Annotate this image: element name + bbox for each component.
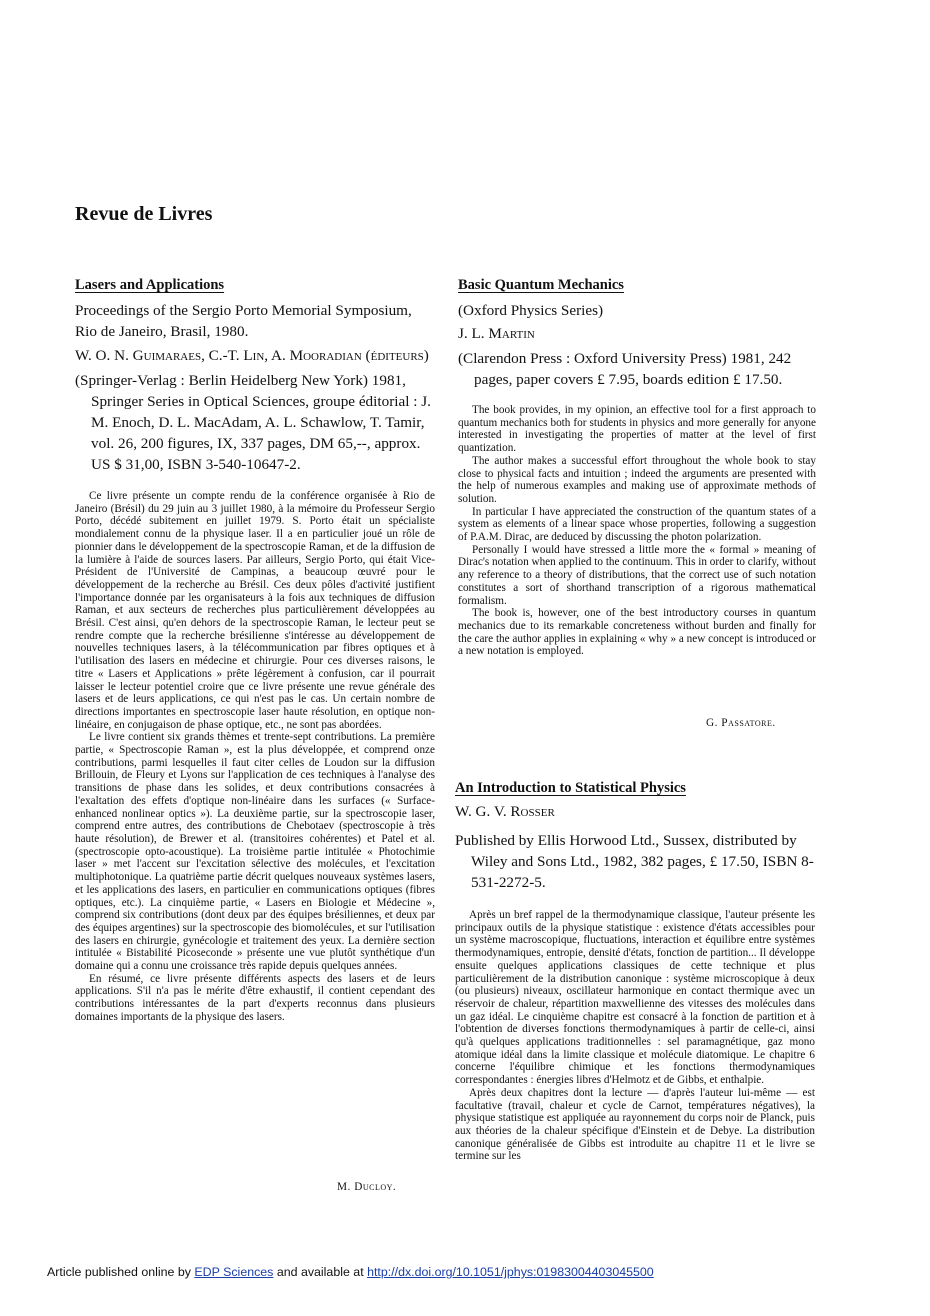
review-subtitle: Proceedings of the Sergio Porto Memorial Symposium, Rio de Janeiro, Brasil, 1980.: [75, 302, 412, 340]
review-lasers-and-applications: [75, 277, 435, 1024]
body-paragraph: Le livre contient six grands thèmes et trente-sept contributions. La première partie, « Spectroscopie Raman », est la plus développée, et comprend onze contributions, parmi lesquelles il faut citer celles de Loudon sur la diffusion Brillouin, de Fleury et Lyons sur l'application de ces techniques à l'analyse des transitions de phase dans les solides, et deux contributions consacrées à l'exaltation des effets d'optique non-linéaire dans les surfaces (« Surface-enhanced nonlinear optics »). La deuxième partie, sur la spectroscopie laser, comprend entre autres, des contributions de Chebotaev (spectroscopie à très haute résolution), de Brewer et al. (transitoires cohérentes) et Patel et al. (spectroscopie opto-acoustique). La troisième partie intitulée « Photochimie laser » met l'accent sur l'excitation sélective des molécules, et l'excitation multiphotonique. La quatrième partie décrit quelques nouveaux systèmes lasers, et les applications des lasers, en particulier en communications optiques (fibres optiques, etc.). La cinquième partie, « Lasers en Biologie et Médecine », comprend six contributions (dont deux par des équipes brésiliennes, et deux par des équipes argentines) sur la spectroscopie des biomolécules, et sur l'utilisation des lasers en chirurgie, gynécologie et traitement des yeux. La dernière section intitulée « Bistabilité Picoseconde » présente une vue plutôt synthétique d'un domaine qui a connu une croissance très rapide depuis quelques années.: [75, 731, 435, 973]
footer-text: Article published online by: [47, 1265, 195, 1279]
review-title: Lasers and Applications: [75, 277, 225, 293]
body-paragraph: The book is, however, one of the best introductory courses in quantum mechanics due to its remarkable concreteness without burden and finally for the care the author applies in explaining « why » a new concept is introduced or a new notation is employed.: [458, 607, 816, 658]
review-body: [458, 404, 816, 658]
review-introduction-statistical-physics: [455, 780, 815, 1163]
doi-link[interactable]: http://dx.doi.org/10.1051/jphys:01983004403045500: [367, 1265, 654, 1279]
body-paragraph: Après un bref rappel de la thermodynamique classique, l'auteur présente les principaux outils de la physique statistique : existence d'états accessibles pour un système macroscopique, fluctuations, interaction et équilibre entre systèmes thermodynamiques, entropie, densité d'états, fonction de partition... Il développe ensuite quelques applications classiques de cette technique et plus particulièrement de la distribution canonique : système microscopique à deux (ou plusieurs) niveaux, oscillateur harmonique en contact thermique avec un réservoir de chaleur, répartition maxwellienne des vitesses des molécules dans un gaz idéal. Le cinquième chapitre est consacré à la fonction de partition et à l'obtention de diverses fonctions thermodynamiques à partir de celle-ci, ainsi qu'à quelques applications traditionnelles : sel paramagnétique, gaz mono atomique idéal dans la limite classique et molécule diatomique. Le chapitre 6 concerne l'équilibre chimique et les fonctions thermodynamiques correspondantes : énergies libres d'Helmotz et de Gibbs, et enthalpie.: [455, 909, 815, 1087]
review-body: [75, 490, 435, 1024]
publication-footer: [47, 1265, 654, 1279]
body-paragraph: En résumé, ce livre présente différents aspects des lasers et de leurs applications. S'il n'a pas le mérite d'être exhaustif, il contient cependant des contributions intéressantes de la part d'experts reconnus dans plusieurs domaines importants de la physique des lasers.: [75, 972, 435, 1023]
body-paragraph: In particular I have appreciated the construction of the quantum states of a system as elements of a linear space whose properties, following a suggestion of P.A.M. Dirac, are deduced by discussing the photon polarization.: [458, 505, 816, 544]
review-body: [455, 909, 815, 1163]
review-authors: W. O. N. Guimaraes, C.-T. Lin, A. Mooradian (éditeurs): [75, 347, 429, 364]
review-subtitle: (Oxford Physics Series): [458, 302, 604, 319]
review-authors: J. L. Martin: [458, 325, 535, 342]
review-title: Basic Quantum Mechanics: [458, 277, 624, 293]
review-signature: M. Ducloy.: [337, 1181, 397, 1193]
footer-text: and available at: [273, 1265, 368, 1279]
review-title: An Introduction to Statistical Physics: [455, 780, 686, 796]
review-publisher: (Springer-Verlag : Berlin Heidelberg New York) 1981, Springer Series in Optical Sciences, groupe éditorial : J. M. Enoch, D. L. MacAdam, A. L. Schawlow, T. Tamir, vol. 26, 200 figures, IX, 337 pages, DM 65,--, approx. US $ 31,00, ISBN 3-540-10647-2.: [75, 372, 431, 473]
edp-sciences-link[interactable]: EDP Sciences: [194, 1265, 274, 1279]
body-paragraph: The author makes a successful effort throughout the whole book to stay close to physical facts and intuition ; indeed the arguments are presented with the help of numerous examples and making use of approximate methods of solution.: [458, 454, 816, 505]
body-paragraph: Ce livre présente un compte rendu de la conférence organisée à Rio de Janeiro (Brésil) du 29 juin au 3 juillet 1980, à la mémoire du Professeur Sergio Porto, décédé subitement en juillet 1979. S. Porto était un spécialiste mondialement connu de la physique laser. Il a en particulier joué un rôle de pionnier dans le développement de la spectroscopie Raman, et de la diffusion de la lumière à l'aide de sources lasers. Par ailleurs, Sergio Porto, qui était Vice-Président de l'Université de Campinas, a beaucoup œuvré pour le développement de la recherche au Brésil. Ces deux pôles d'activité justifient l'importance donnée par les organisateurs à la fois aux techniques de diffusion Raman, et aux secteurs de recherches plus particulièrement développées au Brésil. C'est ainsi, qu'en dehors de la spectroscopie Raman, le lecteur peut se rendre compte que la recherche brésilienne s'intéresse au développement de nouvelles techniques lasers, à la télécommunication par fibres optiques et à l'utilisation des lasers en médecine et chirurgie. Pour ces diverses raisons, le titre « Lasers et Applications » prête légèrement à confusion, car il pourrait laisser le lecteur potentiel croire que ce livre présente une revue générale des lasers et de leurs applications, ce qui n'est pas le cas. Un certain nombre de directions importantes en spectroscopie laser haute résolution, en optique non-linéaire, en conjugaison de phase optique, etc., ne sont pas abordées.: [75, 490, 435, 731]
review-signature: G. Passatore.: [706, 717, 776, 729]
review-publisher: Published by Ellis Horwood Ltd., Sussex, distributed by Wiley and Sons Ltd., 1982, 382 pages, £ 17.50, ISBN 8-531-2272-5.: [455, 832, 814, 891]
review-authors: W. G. V. Rosser: [455, 803, 555, 820]
review-publisher: (Clarendon Press : Oxford University Press) 1981, 242 pages, paper covers £ 7.95, boards edition £ 17.50.: [458, 350, 792, 388]
review-basic-quantum-mechanics: [458, 277, 816, 658]
body-paragraph: Après deux chapitres dont la lecture — d'après l'auteur lui-même — est facultative (travail, chaleur et cycle de Carnot, températures négatives), la physique statistique est appliquée au rayonnement du corps noir de Planck, puis aux théories de la chaleur spécifique d'Einstein et de Debye. La distribution canonique généralisée de Gibbs est introduite au chapitre 11 et le livre se termine sur les: [455, 1086, 815, 1163]
body-paragraph: Personally I would have stressed a little more the « formal » meaning of Dirac's notation when applied to the continuum. This in order to clarify, without any reference to a theory of distributions, that the correct use of such notation constitutes a sort of shorthand transcription of a rigorous mathematical formalism.: [458, 543, 816, 607]
page-title: Revue de Livres: [75, 203, 213, 225]
body-paragraph: The book provides, in my opinion, an effective tool for a first approach to quantum mechanics both for students in physics and more generally for anyone interested in investigating the properties of matter at the level of first quantization.: [458, 404, 816, 455]
